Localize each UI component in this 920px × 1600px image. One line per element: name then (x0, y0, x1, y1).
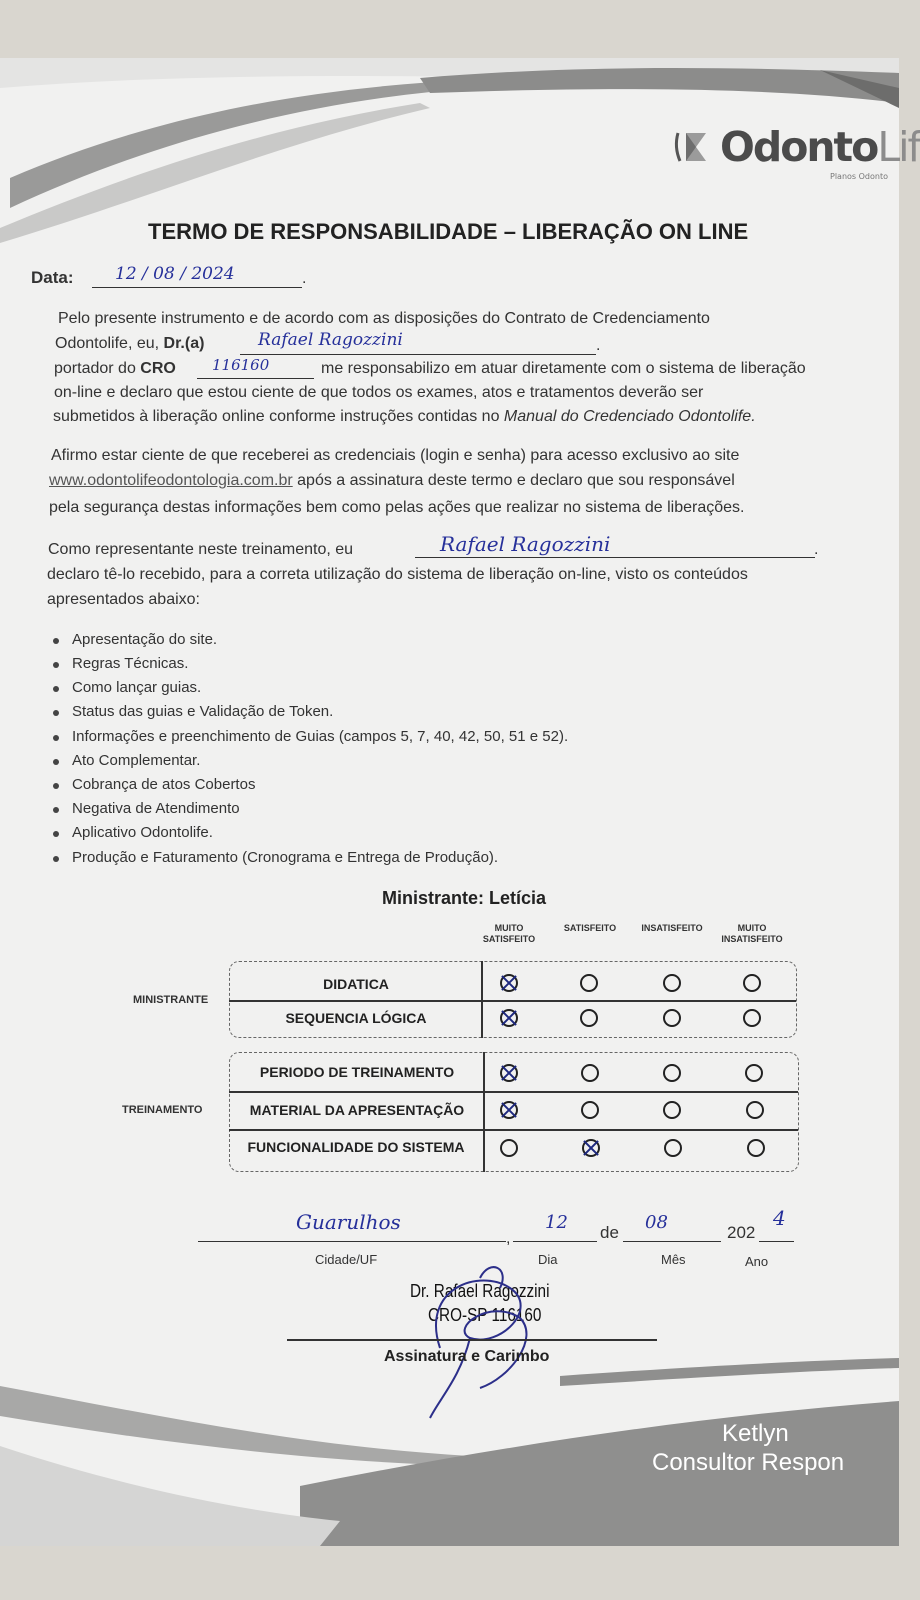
rating-option[interactable] (743, 974, 761, 992)
rating-option[interactable] (581, 1064, 599, 1082)
row-label-didatica: DIDATICA (323, 976, 389, 992)
row-label-material-da-apresentacao: MATERIAL DA APRESENTAÇÃO (249, 1102, 465, 1118)
col-header-insatisfeito: INSATISFEITO (641, 923, 703, 933)
row-label-funcionalidade-do-sistema: FUNCIONALIDADE DO SISTEMA (247, 1139, 465, 1155)
para1-line3-cont: me responsabilizo em atuar diretamente com o sistema de liberação (321, 360, 806, 377)
ministrante-divider-line (229, 1000, 796, 1002)
tooth-logo-icon (672, 125, 716, 169)
ministrante-vertical-line (481, 961, 483, 1038)
col-header-muito-satisfeito: MUITO SATISFEITO (482, 923, 536, 944)
para1-line2: Odontolife, eu, Dr.(a) (55, 335, 205, 352)
rating-option[interactable] (747, 1139, 765, 1157)
month-handwritten: 08 (645, 1212, 668, 1233)
doctor-name-handwritten: Rafael Ragozzini (258, 330, 403, 350)
rating-option[interactable] (664, 1139, 682, 1157)
group-label-treinamento: TREINAMENTO (122, 1104, 203, 1116)
rating-option[interactable] (663, 1009, 681, 1027)
city-label: Cidade/UF (315, 1252, 378, 1267)
para3-line3: apresentados abaixo: (47, 591, 200, 608)
para1-line1: Pelo presente instrumento e de acordo com as disposições do Contrato de Credenciamento (58, 310, 710, 327)
year-underline (759, 1241, 794, 1242)
rating-option[interactable] (500, 1139, 518, 1157)
website-link[interactable]: www.odontolifeodontologia.com.br (49, 472, 293, 489)
topic-item: Ato Complementar. (50, 752, 200, 769)
month-underline (623, 1241, 721, 1242)
rating-option[interactable] (580, 1009, 598, 1027)
topic-item: Regras Técnicas. (50, 655, 188, 672)
month-label: Mês (661, 1252, 686, 1267)
odontolife-logo (672, 122, 920, 172)
topic-item: Apresentação do site. (50, 631, 217, 648)
rating-option[interactable] (580, 974, 598, 992)
footer-role: Consultor Respon (652, 1449, 845, 1476)
para2-line3: pela segurança destas informações bem como pelas ações que realizar no sistema de liberações. (49, 499, 745, 516)
signature-label: Assinatura e Carimbo (384, 1348, 550, 1365)
date-label: Data: (31, 268, 74, 287)
instructor-heading: Ministrante: Letícia (382, 888, 547, 908)
topic-item: Aplicativo Odontolife. (50, 824, 213, 841)
doctor-name-underline (240, 354, 596, 355)
para3-line2: declaro tê-lo recebido, para a correta utilização do sistema de liberação on-line, visto os conteúdos (47, 566, 748, 583)
para3-line1: Como representante neste treinamento, eu (48, 541, 354, 558)
para2-line2: www.odontolifeodontologia.com.br após a assinatura deste termo e declaro que sou responsável (49, 472, 735, 489)
rating-option[interactable] (582, 1139, 600, 1157)
topic-item: Status das guias e Validação de Token. (50, 703, 333, 720)
document-page (0, 58, 920, 1546)
rating-option[interactable] (663, 1101, 681, 1119)
col-header-satisfeito: SATISFEITO (563, 923, 617, 933)
date-underline (92, 287, 302, 288)
rating-option[interactable] (500, 1064, 518, 1082)
para1-line4: on-line e declaro que estou ciente de que todos os exames, atos e tratamentos deverão ser (54, 384, 704, 401)
rating-option[interactable] (500, 1101, 518, 1119)
treinamento-divider-line (229, 1091, 798, 1093)
logo-subtitle: Planos Odonto (830, 172, 888, 181)
comma-separator: , (506, 1230, 511, 1247)
topic-item: Informações e preenchimento de Guias (campos 5, 7, 40, 42, 50, 51 e 52). (50, 728, 568, 745)
row-label-sequencia-logica: SEQUENCIA LÓGICA (285, 1010, 427, 1026)
rating-option[interactable] (663, 1064, 681, 1082)
para1-line2-end: . (596, 337, 601, 354)
representative-underline (415, 557, 815, 558)
rating-option[interactable] (581, 1101, 599, 1119)
col-header-muito-insatisfeito: MUITO INSATISFEITO (721, 923, 783, 944)
stamp-name: Dr. Rafael Ragozzini (410, 1281, 550, 1301)
signature-line (287, 1339, 657, 1341)
date-value: 12 / 08 / 2024 (115, 264, 235, 284)
day-handwritten: 12 (545, 1212, 568, 1233)
logo-wordmark: OdontoLif (720, 123, 920, 171)
group-label-ministrante: MINISTRANTE (133, 994, 209, 1006)
rating-option[interactable] (500, 974, 518, 992)
topic-item: Produção e Faturamento (Cronograma e Entrega de Produção). (50, 849, 498, 866)
rating-option[interactable] (743, 1009, 761, 1027)
year-prefix: 202 (727, 1223, 756, 1242)
year-handwritten: 4 (773, 1206, 786, 1230)
para1-line3: portador do CRO (54, 360, 176, 377)
cro-handwritten: 116160 (212, 356, 270, 374)
rating-option[interactable] (746, 1101, 764, 1119)
topic-item: Negativa de Atendimento (50, 800, 240, 817)
para2-line1: Afirmo estar ciente de que receberei as credenciais (login e senha) para acesso exclusivo ao site (51, 447, 740, 464)
rating-option[interactable] (500, 1009, 518, 1027)
para1-line5: submetidos à liberação online conforme instruções contidas no Manual do Credenciado Odontolife. (53, 408, 756, 425)
topic-item: Como lançar guias. (50, 679, 201, 696)
para3-line1-end: . (814, 541, 819, 558)
stamp-cro: CRO-SP 116160 (428, 1305, 542, 1325)
cro-underline (197, 378, 314, 379)
de-separator: de (600, 1223, 619, 1242)
year-label: Ano (745, 1254, 769, 1269)
representative-name-handwritten: Rafael Ragozzini (440, 532, 611, 556)
document-title: TERMO DE RESPONSABILIDADE – LIBERAÇÃO ON LINE (148, 219, 749, 244)
treinamento-divider-line (229, 1129, 798, 1131)
rating-option[interactable] (745, 1064, 763, 1082)
day-label: Dia (538, 1252, 558, 1267)
footer-name: Ketlyn (722, 1420, 789, 1447)
city-handwritten: Guarulhos (296, 1210, 401, 1234)
rating-option[interactable] (663, 974, 681, 992)
row-label-periodo-de-treinamento: PERIODO DE TREINAMENTO (259, 1064, 455, 1080)
date-end: . (302, 270, 307, 287)
topic-item: Cobrança de atos Cobertos (50, 776, 255, 793)
